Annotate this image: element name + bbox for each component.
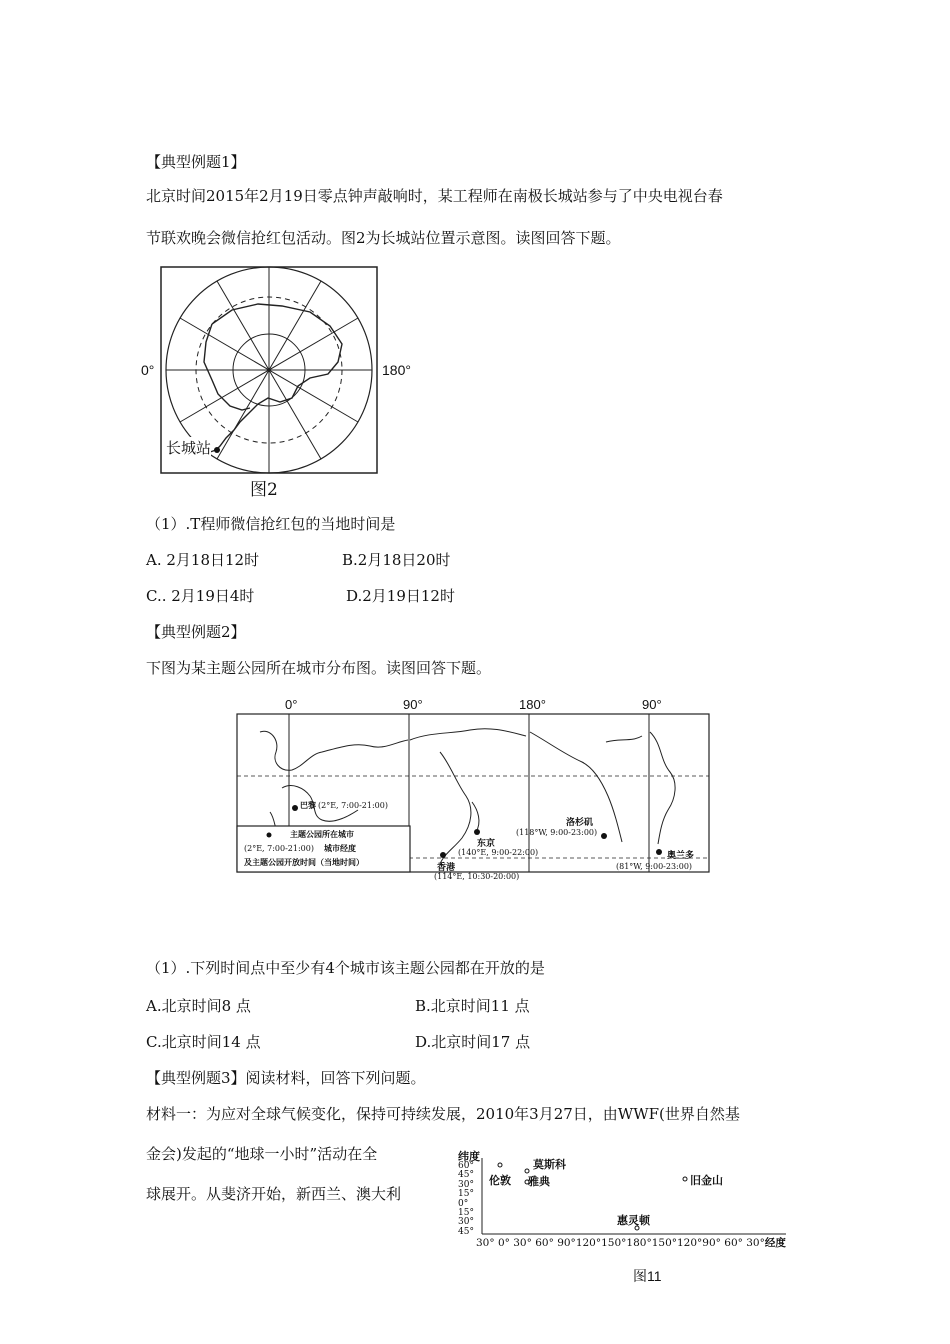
example2-question: （1）.下列时间点中至少有4个城市该主题公园都在开放的是 [146,959,545,977]
map-city-losangeles: 洛杉矶 [566,817,594,827]
y-tick: 30° [458,1217,474,1228]
figure11-city-sanfrancisco: 旧金山 [690,1175,723,1187]
x-tick: 90° [702,1237,721,1249]
example1-option-d: D.2月19日12时 [346,587,455,605]
map-city-hongkong: 香港 [437,862,456,872]
map-legend-sample: (2°E, 7:00-21:00) [244,844,314,853]
example2-heading: 【典型例题2】 [146,623,246,641]
figure2-station-label: 长城站 [166,437,211,458]
x-tick: 30° [513,1237,532,1249]
example2-option-d: D.北京时间17 点 [415,1033,531,1051]
map-legend-longitude: 城市经度 [323,844,356,853]
example1-paragraph-line2: 节联欢晚会微信抢红包活动。图2为长城站位置示意图。读图回答下题。 [146,229,621,247]
example2-paragraph: 下图为某主题公园所在城市分布图。读图回答下题。 [146,659,492,677]
example2-option-a: A.北京时间8 点 [146,997,251,1015]
map-meridian-90e: 90° [403,697,423,712]
figure11-chart [456,1146,796,1248]
y-tick: 15° [458,1208,474,1219]
y-tick: 30° [458,1179,474,1190]
x-tick: 30° [476,1237,495,1249]
map-city-tokyo-info: (140°E, 9:00-22:00) [458,848,539,857]
figure11-x-ticks [476,1235,786,1250]
example1-heading: 【典型例题1】 [146,153,246,171]
figure2-caption: 图2 [250,480,278,500]
figure11-city-moscow: 莫斯科 [533,1159,566,1171]
map-city-losangeles-info: (118°W, 9:00-23:00) [516,828,598,837]
map-meridian-180: 180° [519,697,546,712]
figure11-city-athens: 雅典 [528,1176,550,1188]
x-tick: 90° [557,1237,576,1249]
figure11-city-london: 伦敦 [489,1175,511,1187]
paris-info: (2°E, 7:00-21:00) [318,801,388,810]
map-meridian-90w: 90° [642,697,662,712]
example2-option-b: B.北京时间11 点 [415,997,530,1015]
example1-option-b: B.2月18日20时 [342,551,451,569]
x-tick: 150° [601,1237,627,1249]
x-tick: 120° [575,1237,602,1249]
figure2-label-180-degree: 180° [382,362,411,378]
x-tick: 180° [626,1237,652,1249]
example3-paragraph-line1: 材料一：为应对全球气候变化，保持可持续发展，2010年3月27日，由WWF(世界自然基 [146,1105,740,1123]
example1-paragraph-line1: 北京时间2015年2月19日零点钟声敲响时，某工程师在南极长城站参与了中央电视台春 [146,187,723,205]
y-tick: 45° [458,1226,474,1237]
example1-question: （1）.T程师微信抢红包的当地时间是 [146,515,396,533]
map-city-orlando: 奥兰多 [667,850,695,860]
x-tick: 0° [497,1237,510,1249]
example3-paragraph-line2: 金会)发起的“地球一小时”活动在全 [146,1145,378,1163]
x-tick: 60° [724,1237,743,1249]
map-city-tokyo: 东京 [477,838,496,848]
figure11-y-title: 纬度 [458,1151,480,1163]
figure11-y-ticks [458,1162,482,1237]
example1-option-c: C.. 2月19日4时 [146,587,255,605]
example3-heading: 【典型例题3】阅读材料，回答下列问题。 [146,1069,426,1087]
figure11-caption: 图11 [633,1268,662,1284]
figure2-label-0-degree: 0° [141,362,155,378]
x-tick: 120° [677,1237,703,1249]
map-legend-line3: 及主题公园开放时间（当地时间） [244,858,364,867]
y-tick: 0° [458,1198,469,1209]
y-tick: 15° [458,1189,474,1200]
map-city-paris [300,800,388,811]
x-tick: 150° [651,1237,677,1249]
x-tick: 30° [746,1237,765,1249]
paris-name: 巴黎 [300,801,316,810]
map-city-hongkong-info: (114°E, 10:30-20:00) [434,872,520,881]
example2-option-c: C.北京时间14 点 [146,1033,261,1051]
map-city-orlando-info: (81°W, 9:00-23:00) [616,862,693,871]
figure11-city-wellington: 惠灵顿 [617,1215,650,1227]
map-legend-line1: 主题公园所在城市 [290,830,354,839]
y-tick: 45° [458,1170,474,1181]
example1-option-a: A. 2月18日12时 [146,551,260,569]
figure11-x-title: 经度 [764,1237,786,1249]
x-tick: 60° [535,1237,554,1249]
map-legend-line2 [244,843,356,854]
map-meridian-0: 0° [285,697,298,712]
y-tick: 60° [458,1161,474,1171]
example3-paragraph-line3: 球展开。从斐济开始，新西兰、澳大利 [146,1185,402,1203]
